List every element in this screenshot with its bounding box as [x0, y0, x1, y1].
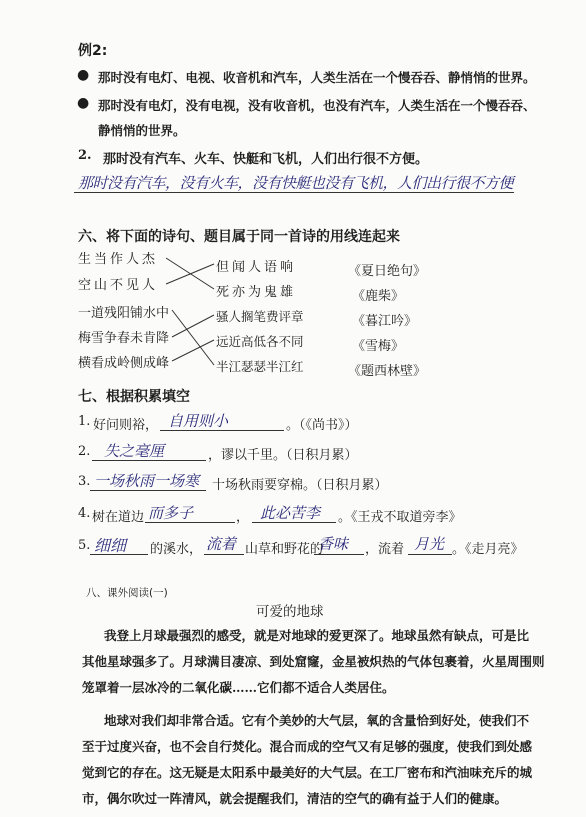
fill-4-prefix: 树在道边 [92, 510, 145, 525]
fill-3-number: 3. [78, 474, 91, 489]
poem-line-middle-4: 远近高低各不同 [216, 334, 304, 349]
poem-title-5: 《题西林壁》 [348, 364, 427, 379]
story-title: 可爱的地球 [256, 604, 324, 620]
poem-title-1: 《夏日绝句》 [348, 264, 427, 279]
poem-line-left-1: 生当作人杰 [78, 252, 159, 267]
blank-line [408, 554, 452, 555]
example-sentence-2b: 静悄悄的世界。 [98, 123, 186, 138]
fill-4-number: 4. [78, 506, 91, 521]
poem-title-3: 《暮江吟》 [352, 314, 418, 329]
match-line [166, 264, 214, 284]
blank-line [160, 430, 284, 431]
blank-line [92, 460, 206, 461]
fill-5-number: 5. [78, 538, 91, 553]
blank-line [252, 522, 336, 523]
blank-line [145, 522, 235, 523]
fill-1-prefix: 好问则裕， [93, 418, 159, 433]
paragraph-2-line-4: 市，偶尔吹过一阵清风，就会提醒我们，清洁的空气的确有益于人们的健康。 [82, 791, 508, 806]
fill-1-answer: 自用则小 [168, 412, 229, 430]
match-line [172, 340, 214, 361]
paragraph-2-line-1: 地球对我们却非常合适。它有个美妙的大气层，氧的含量恰到好处，使我们不 [104, 713, 530, 728]
example-label: 例2: [78, 43, 108, 59]
poem-line-middle-2: 死亦为鬼雄 [216, 285, 297, 300]
bullet-icon: ● [77, 67, 90, 83]
paragraph-1-line-2: 其他星球强多了。月球满目凄凉、到处窟窿，金星被炽热的气体包裹着，火星周围则 [82, 654, 545, 669]
fill-4-suffix: 。《王戎不取道旁李》 [338, 510, 462, 525]
example-sentence-2a: 那时没有电灯，没有电视，没有收音机，也没有汽车，人类生活在一个慢吞吞、 [98, 98, 536, 113]
question-2-text: 那时没有汽车、火车、快艇和飞机，人们出行很不方便。 [103, 152, 429, 167]
poem-title-2: 《鹿柴》 [352, 289, 405, 304]
fill-4-separator: ， [236, 510, 250, 525]
fill-5-answer-4: 月光 [414, 535, 445, 553]
fill-2-suffix: ，谬以千里。（日积月累） [208, 448, 358, 463]
paragraph-2-line-2: 至于过度兴奋，也不会自行焚化。混合而成的空气又有足够的强度，使我们到处感 [82, 739, 533, 754]
paragraph-1-line-1: 我登上月球最强烈的感受，就是对地球的爱更深了。地球虽然有缺点，可是比 [104, 628, 530, 643]
poem-title-4: 《雪梅》 [352, 339, 405, 354]
section-7-title: 七、根据积累填空 [78, 389, 190, 405]
handwritten-answer: 那时没有汽车，没有火车，没有快艇也没有飞机，人们出行很不方便 [78, 174, 514, 192]
fill-3-suffix: 十场秋雨要穿棉。（日积月累） [212, 478, 388, 493]
fill-5-text-3: ，流着 [365, 542, 405, 557]
question-number: 2. [78, 148, 92, 163]
blank-line [90, 554, 148, 555]
blank-line [204, 554, 244, 555]
fill-5-answer-3: 香味 [318, 535, 349, 553]
poem-line-left-2: 空山不见人 [78, 278, 159, 293]
poem-line-left-4: 梅雪争春未肯降 [78, 331, 170, 346]
fill-2-answer: 失之毫厘 [104, 442, 165, 460]
paragraph-2-line-3: 觉到它的存在。这无疑是太阳系中最美好的大气层。在工厂密布和汽油味充斥的城 [82, 765, 533, 780]
blank-line [314, 554, 364, 555]
fill-5-text-2: 山草和野花的 [245, 542, 324, 557]
bullet-icon: ● [77, 95, 90, 111]
section-6-title: 六、将下面的诗句、题目属于同一首诗的用线连起来 [78, 229, 400, 245]
fill-2-number: 2. [78, 444, 91, 459]
fill-5-answer-2: 流着 [206, 535, 237, 553]
example-sentence-1: 那时没有电灯、电视、收音机和汽车，人类生活在一个慢吞吞、静悄悄的世界。 [98, 70, 536, 85]
fill-5-text-4: 。《走月亮》 [452, 542, 524, 557]
fill-1-suffix: 。（《尚书》） [286, 418, 358, 433]
fill-5-text-1: 的溪水， [150, 542, 203, 557]
poem-line-left-5: 横看成岭侧成峰 [78, 356, 170, 371]
fill-4-answer-2: 此必苦李 [260, 504, 321, 522]
paragraph-1-line-3: 笼罩着一层冰冷的二氧化碳……它们都不适合人类居住。 [82, 680, 395, 695]
section-8-title: 八、课外阅读(一) [86, 587, 168, 599]
fill-3-answer: 一场秋雨一场寒 [94, 472, 200, 490]
fill-5-answer-1: 细细 [94, 536, 127, 555]
fill-4-answer-1: 而多子 [148, 504, 194, 522]
fill-1-number: 1. [78, 414, 91, 429]
blank-line [90, 490, 206, 491]
poem-line-middle-5: 半江瑟瑟半江红 [216, 359, 304, 374]
poem-line-middle-3: 骚人搁笔费评章 [216, 309, 304, 324]
poem-line-left-3: 一道残阳铺水中 [78, 306, 170, 321]
poem-line-middle-1: 但闻人语响 [216, 260, 297, 275]
